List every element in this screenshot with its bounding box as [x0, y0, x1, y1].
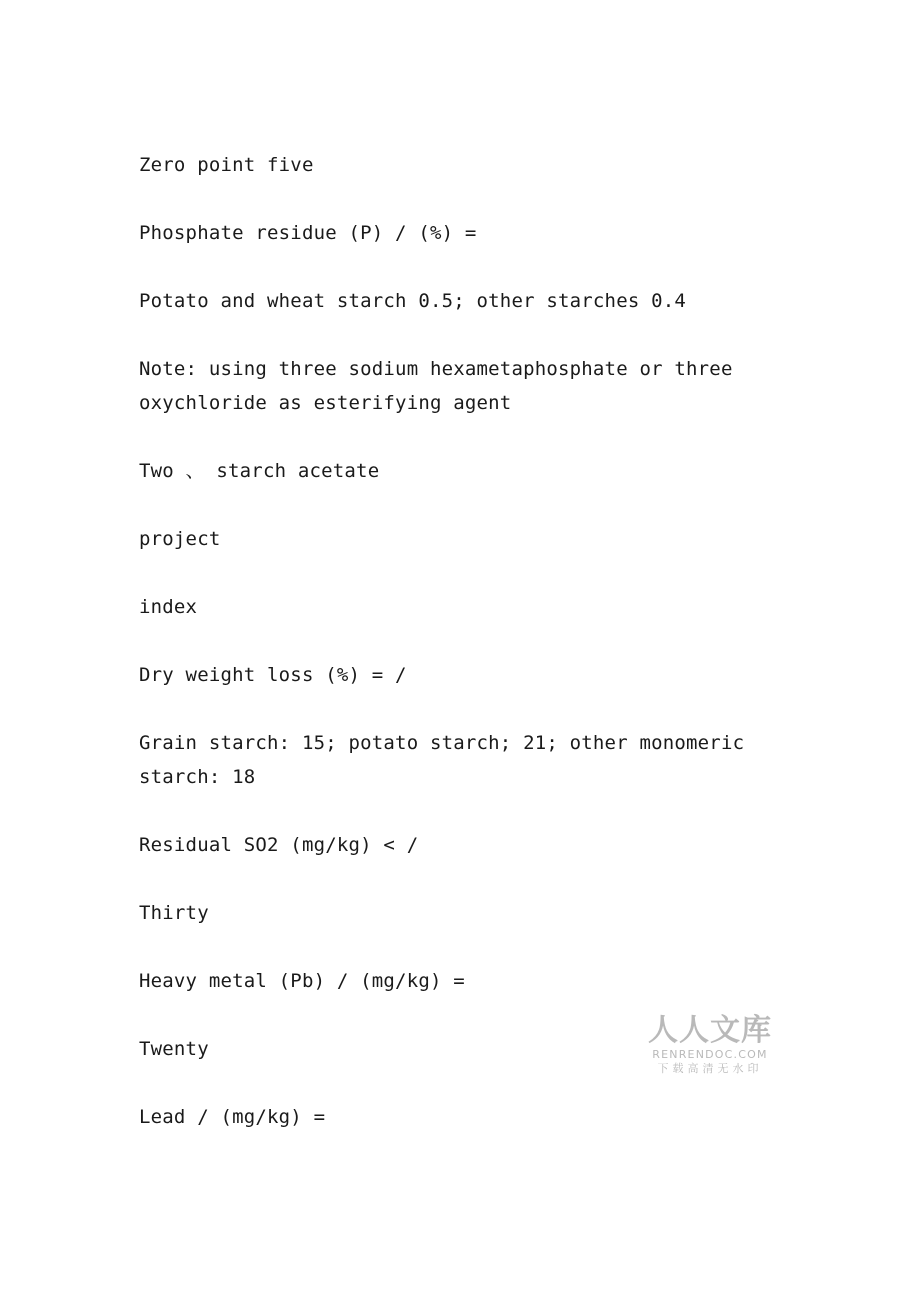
paragraph: Twenty [139, 1038, 209, 1060]
paragraph: Note: using three sodium hexametaphosphate or three oxychloride as esterifying agent [139, 358, 745, 414]
paragraph: project [139, 528, 221, 550]
paragraph: Dry weight loss (%) = / [139, 664, 407, 686]
paragraph: Lead / (mg/kg) = [139, 1106, 326, 1128]
watermark-logo [646, 1014, 774, 1076]
paragraph: Thirty [139, 902, 209, 924]
paragraph: index [139, 596, 198, 618]
paragraph: Heavy metal (Pb) / (mg/kg) = [139, 970, 465, 992]
paragraph: Grain starch: 15; potato starch; 21; other monomeric starch: 18 [139, 732, 756, 788]
paragraph: Phosphate residue (P) / (%) = [139, 222, 477, 244]
paragraph: Zero point five [139, 154, 314, 176]
paragraph: Two 、 starch acetate [139, 460, 380, 482]
paragraph: Potato and wheat starch 0.5; other starches 0.4 [139, 290, 687, 312]
watermark-title: 人人文库 [648, 1013, 772, 1048]
watermark-site: RENRENDOC.COM [652, 1048, 768, 1061]
watermark-subtitle: 下载高清无水印 [657, 1062, 763, 1075]
paragraph: Residual SO2 (mg/kg) < / [139, 834, 419, 856]
